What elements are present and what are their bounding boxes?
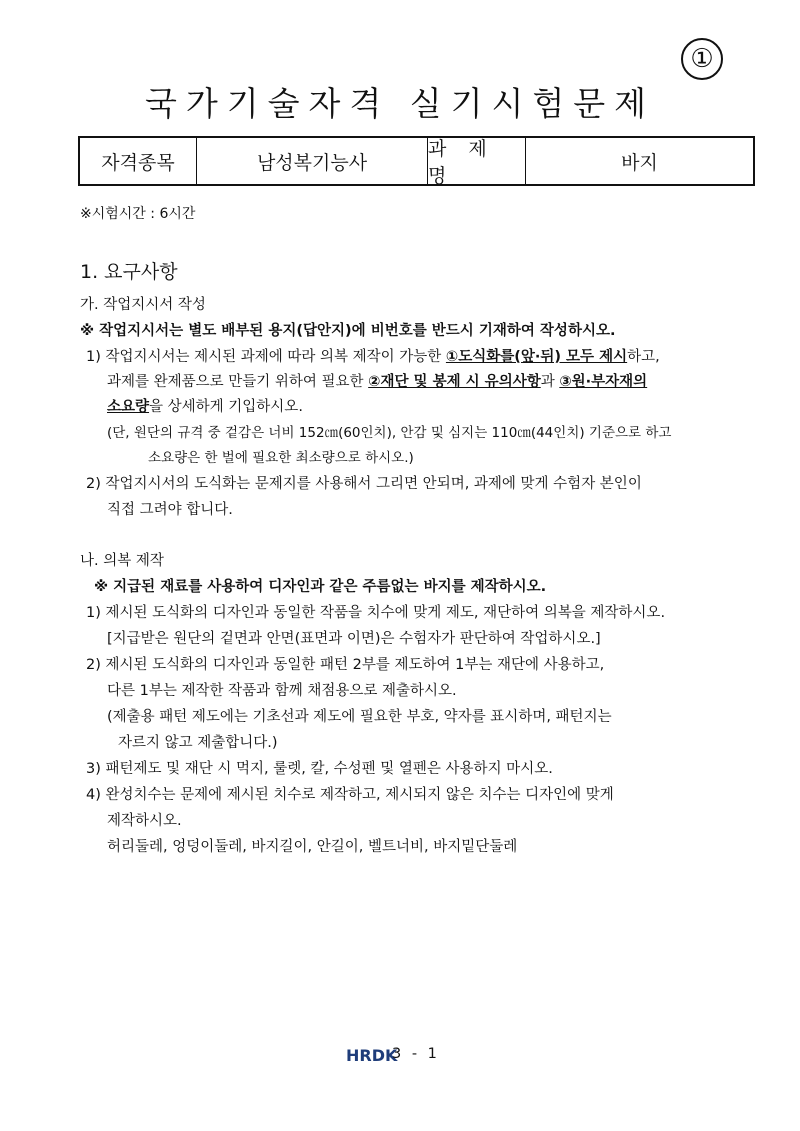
part-a-item1-line1: [86, 345, 660, 366]
part-a-heading: 가. 작업지시서 작성: [80, 297, 206, 313]
part-a-item1-note-line1: (단, 원단의 규격 중 겉감은 너비 152㎝(60인치), 안감 및 심지는 110㎝(44인치) 기준으로 하고: [107, 425, 672, 441]
part-b-item2-line3: (제출용 패턴 제도에는 기초선과 제도에 필요한 부호, 약자를 표시하며, 패턴지는: [107, 709, 612, 725]
part-b-item4-line1: 4) 완성치수는 문제에 제시된 치수로 제작하고, 제시되지 않은 치수는 디자인에 맞게: [86, 787, 614, 803]
field-value: 남성복기능사: [197, 138, 428, 184]
part-a-note: ※ 작업지시서는 별도 배부된 용지(답안지)에 비번호를 반드시 기재하여 작성하시오.: [80, 323, 616, 339]
document-title: 국가기술자격 실기시험문제: [144, 84, 656, 123]
page-number-marker: ①: [681, 38, 723, 80]
part-b-heading: 나. 의복 제작: [80, 553, 164, 569]
part-a-item1-line3: [107, 395, 303, 416]
part-a-item1-line2: [107, 370, 647, 391]
text: 과제를 완제품으로 만들기 위하여 필요한: [107, 374, 369, 390]
part-a-item1-note-line2: 소요량은 한 벌에 필요한 최소량으로 하시오.): [148, 450, 414, 466]
underlined-requirement: ②재단 및 봉제 시 유의사항: [368, 374, 541, 390]
section-heading-requirements: 1. 요구사항: [80, 261, 178, 283]
exam-info-table: [78, 136, 755, 186]
part-b-item1-line1: 1) 제시된 도식화의 디자인과 동일한 작품을 치수에 맞게 제도, 재단하여 의복을 제작하시오.: [86, 605, 666, 621]
underlined-requirement: ③원·부자재의: [559, 374, 648, 390]
text: 을 상세하게 기입하시오.: [149, 399, 303, 415]
part-a-item2-line1: 2) 작업지시서의 도식화는 문제지를 사용해서 그리면 안되며, 과제에 맞게 수험자 본인이: [86, 476, 642, 492]
field-label: 자격종목: [80, 138, 197, 184]
exam-time: ※시험시간 : 6시간: [80, 206, 196, 222]
part-b-note: ※ 지급된 재료를 사용하여 디자인과 같은 주름없는 바지를 제작하시오.: [94, 579, 547, 595]
text: 하고,: [627, 349, 660, 365]
footer-page-number: 3 - 1: [392, 1046, 440, 1062]
part-b-item4-line3: 허리둘레, 엉덩이둘레, 바지길이, 안길이, 벨트너비, 바지밑단둘레: [107, 839, 518, 855]
task-value: 바지: [621, 151, 658, 174]
task-label: 과 제 명: [428, 138, 526, 184]
part-b-item2-line4: 자르지 않고 제출합니다.): [118, 735, 278, 751]
underlined-requirement: 소요량: [107, 399, 150, 415]
part-a-item2-line2: 직접 그려야 합니다.: [107, 502, 233, 518]
part-b-item2-line1: 2) 제시된 도식화의 디자인과 동일한 패턴 2부를 제도하여 1부는 재단에 사용하고,: [86, 657, 605, 673]
text: 과: [540, 374, 560, 390]
hrdk-logo: HRDK: [346, 1046, 398, 1065]
part-b-item4-line2: 제작하시오.: [107, 813, 182, 829]
part-b-item2-line2: 다른 1부는 제작한 작품과 함께 채점용으로 제출하시오.: [107, 683, 457, 699]
underlined-requirement: ①도식화를(앞·뒤) 모두 제시: [445, 349, 628, 365]
part-b-item3: 3) 패턴제도 및 재단 시 먹지, 룰렛, 칼, 수성펜 및 열펜은 사용하지 마시오.: [86, 761, 553, 777]
text: 1) 작업지시서는 제시된 과제에 따라 의복 제작이 가능한: [86, 349, 446, 365]
part-b-item1-line2: [지급받은 원단의 겉면과 안면(표면과 이면)은 수험자가 판단하여 작업하시오.]: [107, 631, 601, 647]
